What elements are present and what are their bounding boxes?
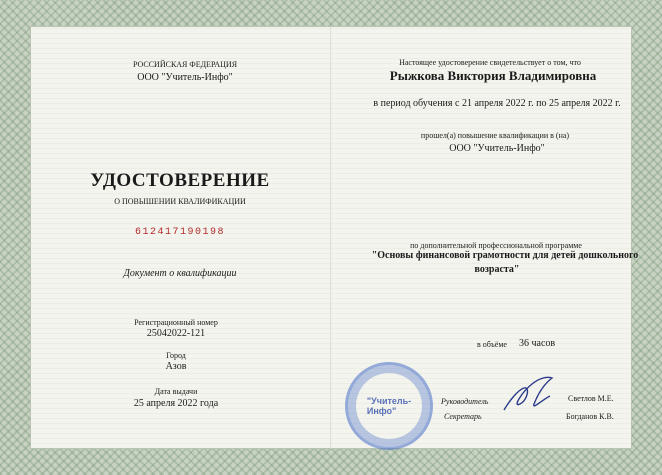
signature-image [498,370,558,418]
registration-number: 25042022-121 [146,328,206,339]
certificate-number: 612417190198 [134,227,226,238]
program-label: по дополнительной профессиональной программе [410,241,582,250]
city-value: Азов [165,361,187,372]
page-fold [330,26,332,449]
document-type: Документ о квалификации [123,268,237,279]
volume-label: в объёме [477,340,507,349]
head-label: Руководитель [441,397,489,406]
secretary-name: Богданов К.В. [566,412,614,421]
secretary-label: Секретарь [444,412,482,421]
document-subtitle: О ПОВЫШЕНИИ КВАЛИФИКАЦИИ [114,197,246,206]
training-org: ООО "Учитель-Инфо" [449,143,545,154]
program-title-line2: возраста" [474,264,520,275]
registration-label: Регистрационный номер [134,318,218,327]
issue-date: 25 апреля 2022 года [133,398,219,409]
city-label: Город [166,351,186,360]
study-period: в период обучения с 21 апреля 2022 г. по 25 апреля 2022 г. [373,98,621,109]
passed-text: прошел(а) повышение квалификации в (на) [420,131,570,140]
organization-stamp [345,362,433,450]
issue-date-label: Дата выдачи [154,387,198,396]
document-title: УДОСТОВЕРЕНИЕ [90,170,270,191]
volume-value: 36 часов [519,338,556,349]
stamp-text: "Учитель-Инфо" [366,396,412,416]
org-name: ООО "Учитель-Инфо" [137,72,233,83]
holder-name: Рыжкова Виктория Владимировна [389,68,597,83]
program-title-line1: "Основы финансовой грамотности для детей дошкольного [371,250,639,261]
certifies-text: Настоящее удостоверение свидетельствует о том, что [399,58,581,67]
head-name: Светлов М.Е. [568,394,614,403]
country-label: РОССИЙСКАЯ ФЕДЕРАЦИЯ [132,60,238,69]
